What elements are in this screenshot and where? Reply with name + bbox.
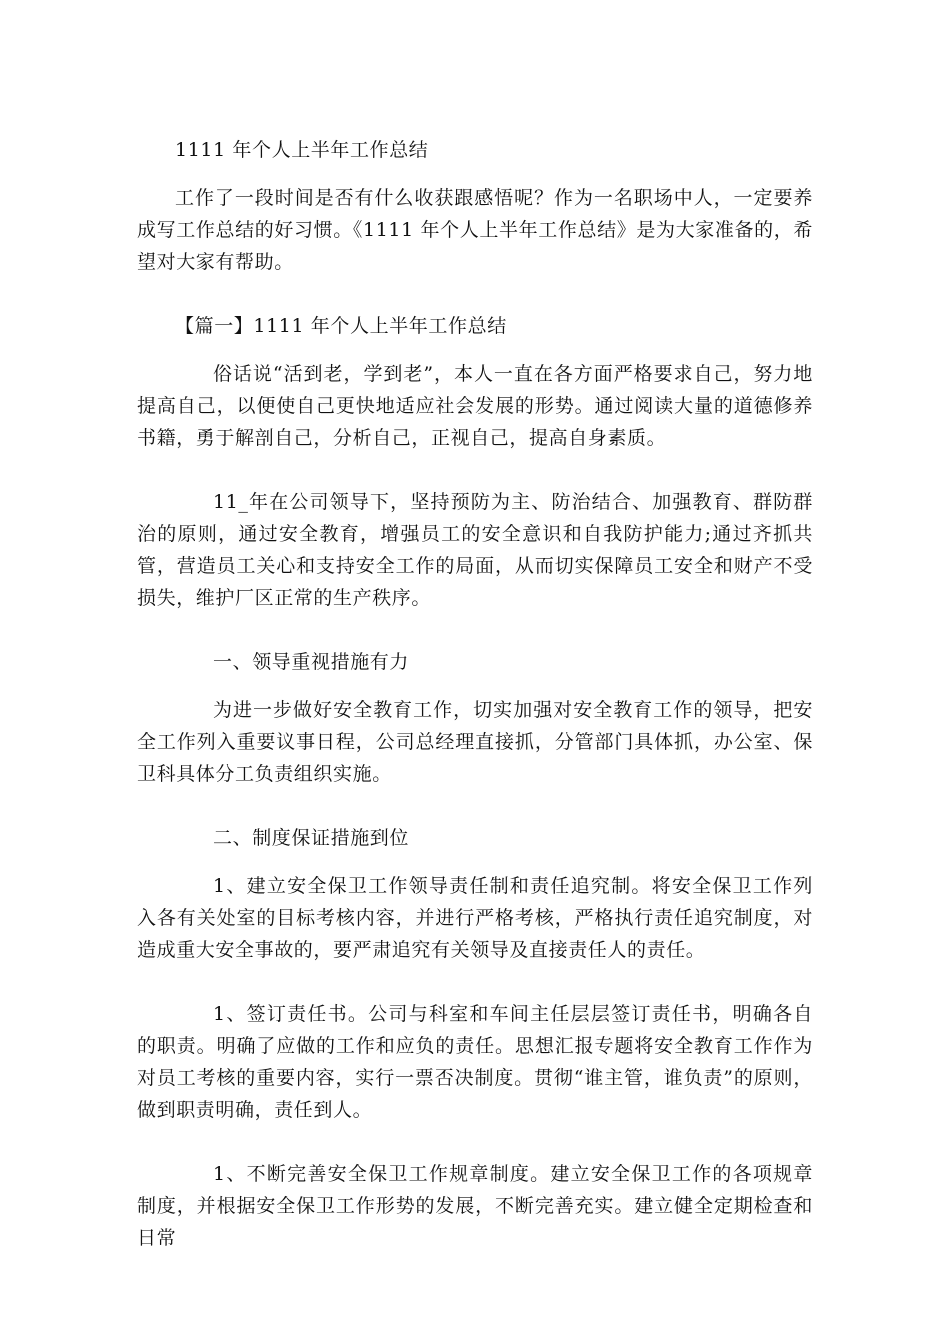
body-paragraph: 俗话说“活到老，学到老”，本人一直在各方面严格要求自己，努力地提高自己，以便使自己更快地适应社会发展的形势。通过阅读大量的道德修养书籍，勇于解剖自己，分析自己，正视自己，提高自身素质。 [137,363,813,449]
intro-paragraph: 工作了一段时间是否有什么收获跟感悟呢？作为一名职场中人，一定要养成写工作总结的好习惯。《1111 年个人上半年工作总结》是为大家准备的，希望对大家有帮助。 [137,187,813,273]
body-paragraph: 1、不断完善安全保卫工作规章制度。建立安全保卫工作的各项规章制度，并根据安全保卫工作形势的发展，不断完善充实。建立健全定期检查和日常 [137,1163,813,1249]
body-paragraph: 1、建立安全保卫工作领导责任制和责任追究制。将安全保卫工作列入各有关处室的目标考核内容，并进行严格考核，严格执行责任追究制度，对造成重大安全事故的，要严肃追究有关领导及直接责任人的责任。 [137,875,813,961]
body-paragraph: 为进一步做好安全教育工作，切实加强对安全教育工作的领导，把安全工作列入重要议事日程，公司总经理直接抓，分管部门具体抓，办公室、保卫科具体分工负责组织实施。 [137,699,813,785]
body-paragraph: 1、签订责任书。公司与科室和车间主任层层签订责任书，明确各自的职责。明确了应做的工作和应负的责任。思想汇报专题将安全教育工作作为对员工考核的重要内容，实行一票否决制度。贯彻“谁主管，谁负责”的原则，做到职责明确，责任到人。 [137,1003,813,1121]
section-heading: 一、领导重视措施有力 [213,651,410,673]
document-title: 1111 年个人上半年工作总结 [175,139,429,161]
section-heading: 二、制度保证措施到位 [213,827,410,849]
body-paragraph: 11_年在公司领导下，坚持预防为主、防治结合、加强教育、群防群治的原则，通过安全教育，增强员工的安全意识和自我防护能力;通过齐抓共管，营造员工关心和支持安全工作的局面，从而切实保障员工安全和财产不受损失，维护厂区正常的生产秩序。 [137,491,813,609]
chapter-heading: 【篇一】1111 年个人上半年工作总结 [175,315,507,337]
